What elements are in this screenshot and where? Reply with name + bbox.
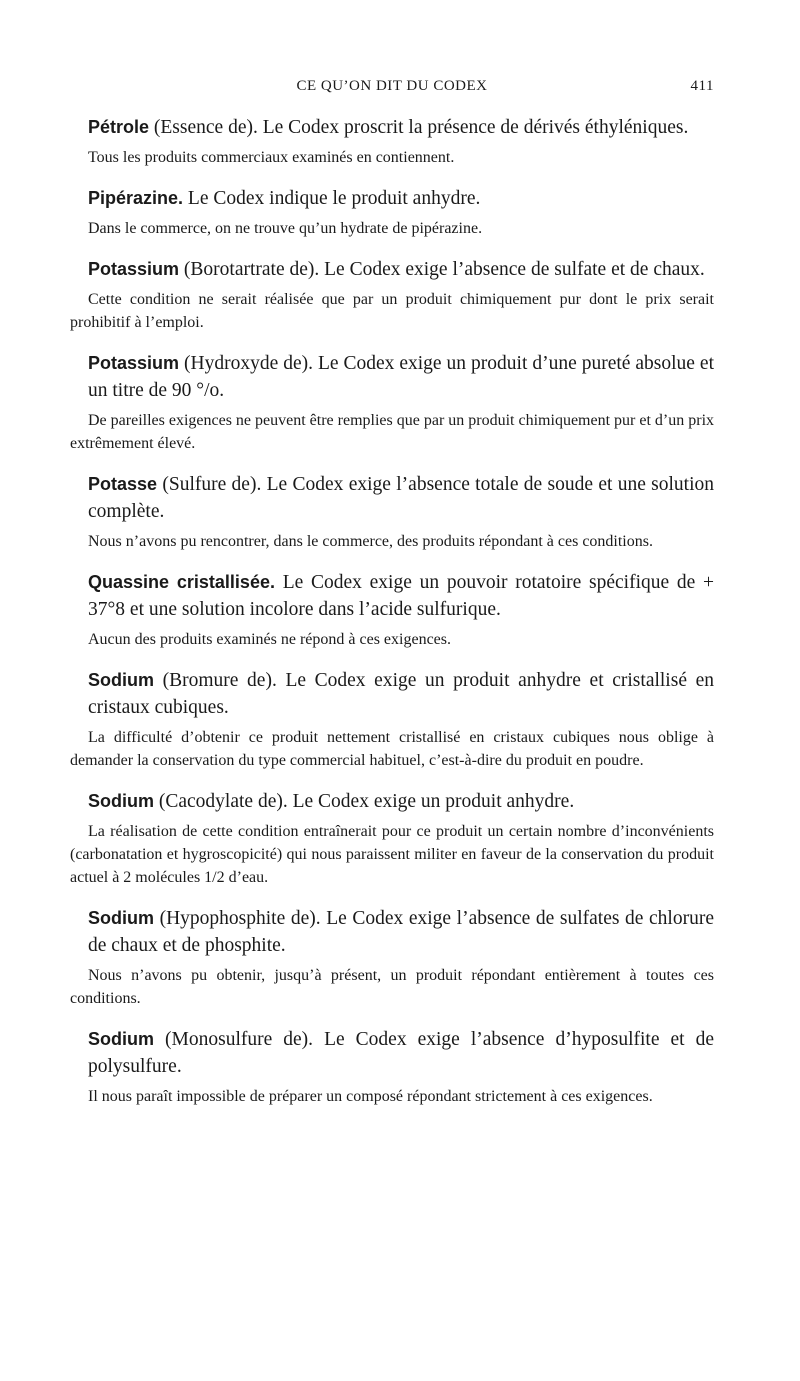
entry-quassine <box>70 569 714 651</box>
entry-text: (Hydroxyde de). Le Codex exige un produit d’une pureté absolue et un titre de 90 °/o. <box>88 353 714 401</box>
entry-text: (Hypophosphite de). Le Codex exige l’absence de sulfates de chlorure de chaux et de phosphite. <box>88 908 714 956</box>
entry-sodium-monosulfure <box>70 1026 714 1108</box>
entry-note: La réalisation de cette condition entraînerait pour ce produit un certain nombre d’inconvénients (carbonatation et hygroscopicité) qui nous paraissent militer en faveur de la conservation du produit actuel à 2 molécules 1/2 d’eau. <box>70 823 714 886</box>
entry-heading <box>70 569 714 623</box>
entry-text: (Essence de). Le Codex proscrit la présence de dérivés éthyléniques. <box>149 117 689 138</box>
entry-name: Sodium <box>88 908 154 928</box>
entry-petrole <box>70 114 714 169</box>
entry-heading <box>70 1026 714 1080</box>
entry-text: Le Codex exige un pouvoir rotatoire spécifique de + 37°8 et une solution incolore dans l’acide sulfurique. <box>88 572 715 620</box>
entry-note: Cette condition ne serait réalisée que par un produit chimiquement pur dont le prix serait prohibitif à l’emploi. <box>70 291 714 331</box>
entry-note: Aucun des produits examinés ne répond à ces exigences. <box>88 631 451 648</box>
book-page <box>70 78 714 1124</box>
entry-heading <box>70 350 714 404</box>
entry-heading <box>70 256 714 283</box>
page-number: 411 <box>690 78 714 94</box>
entry-potassium-borotartrate <box>70 256 714 334</box>
entries-list <box>70 114 714 1108</box>
entry-sodium-bromure <box>70 667 714 772</box>
entry-text: (Bromure de). Le Codex exige un produit anhydre et cristallisé en cristaux cubiques. <box>88 670 714 718</box>
entry-text: (Cacodylate de). Le Codex exige un produit anhydre. <box>154 791 575 812</box>
entry-piperazine <box>70 185 714 240</box>
entry-note: Tous les produits commerciaux examinés en contiennent. <box>88 149 455 166</box>
entry-name: Potassium <box>88 259 180 279</box>
entry-text: (Monosulfure de). Le Codex exige l’absence d’hyposulfite et de polysulfure. <box>88 1029 714 1077</box>
entry-name: Potassium <box>88 353 180 373</box>
entry-note: La difficulté d’obtenir ce produit nettement cristallisé en cristaux cubiques nous oblige à demander la conservation du type commercial habituel, c’est-à-dire du produit en poudre. <box>70 729 714 769</box>
entry-name: Potasse <box>88 474 158 494</box>
entry-potassium-hydroxyde <box>70 350 714 455</box>
entry-heading <box>70 114 714 141</box>
entry-name: Pétrole <box>88 117 150 137</box>
entry-heading <box>70 788 714 815</box>
entry-note: De pareilles exigences ne peuvent être remplies que par un produit chimiquement pur et d’un prix extrêmement élevé. <box>70 412 715 452</box>
entry-note: Nous n’avons pu rencontrer, dans le commerce, des produits répondant à ces conditions. <box>88 533 653 550</box>
entry-name: Quassine cristallisée. <box>88 572 275 592</box>
entry-text: (Borotartrate de). Le Codex exige l’absence de sulfate et de chaux. <box>179 259 705 280</box>
entry-potasse-sulfure <box>70 471 714 553</box>
entry-note: Nous n’avons pu obtenir, jusqu’à présent, un produit répondant entièrement à toutes ces conditions. <box>70 967 714 1007</box>
entry-note: Dans le commerce, on ne trouve qu’un hydrate de pipérazine. <box>88 220 483 237</box>
entry-name: Sodium <box>88 791 154 811</box>
entry-text: (Sulfure de). Le Codex exige l’absence totale de soude et une solution complète. <box>88 474 714 522</box>
entry-name: Sodium <box>88 670 154 690</box>
entry-sodium-hypophosphite <box>70 905 714 1010</box>
entry-name: Pipérazine. <box>88 188 184 208</box>
entry-text: Le Codex indique le produit anhydre. <box>183 188 481 209</box>
entry-sodium-cacodylate <box>70 788 714 889</box>
running-header <box>70 78 714 102</box>
entry-note: Il nous paraît impossible de préparer un composé répondant strictement à ces exigences. <box>88 1088 653 1105</box>
entry-heading <box>70 905 714 959</box>
entry-heading <box>70 185 714 212</box>
entry-heading <box>70 667 714 721</box>
running-title: CE QU’ON DIT DU CODEX <box>296 78 488 94</box>
entry-name: Sodium <box>88 1029 154 1049</box>
entry-heading <box>70 471 714 525</box>
